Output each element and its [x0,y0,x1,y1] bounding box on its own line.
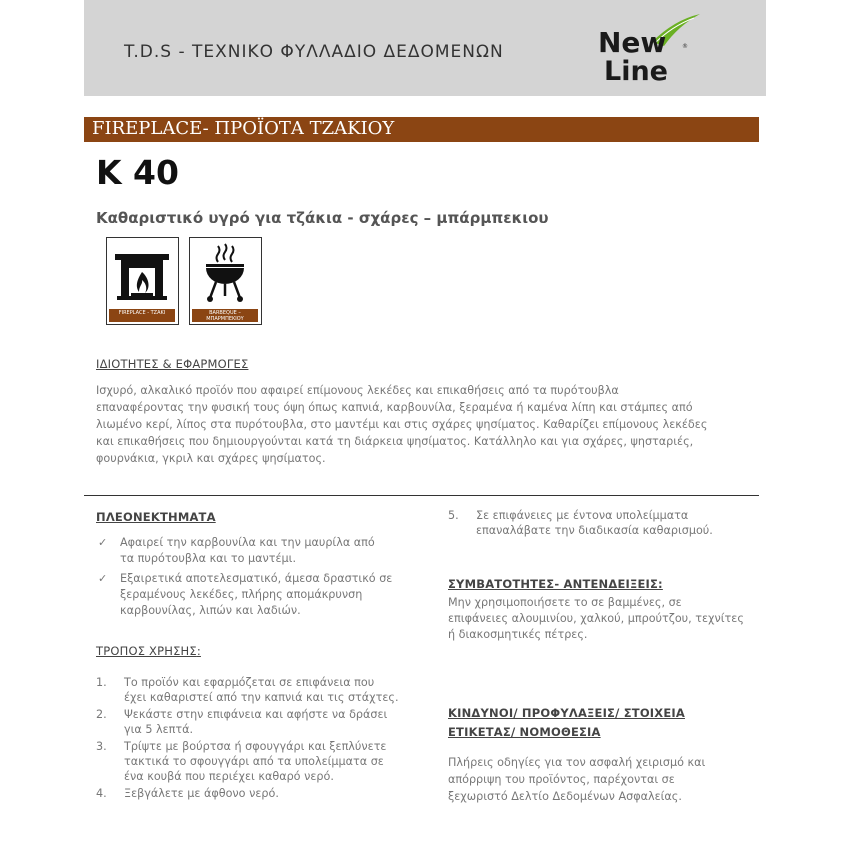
check-icon: ✓ [98,536,108,549]
properties-line: Ισχυρό, αλκαλικό προϊόν που αφαιρεί επίμονους λεκέδες και επικαθήσεις από τα πυρότουβλα [96,384,619,397]
fireplace-pictogram [106,237,179,325]
usage-step: 3. Τρίψτε με βούρτσα ή σφουγγάρι και ξεπλύνετε τακτικά το σφουγγάρι από τα υπολείμματα σε ένα κουβά που περιέχει καθαρό νερό. [96,740,387,783]
barbeque-icon [192,240,258,306]
barbeque-pictogram [189,237,262,325]
advantage-item: ✓ Αφαιρεί την καρβουνίλα και την μαυρίλα από τα πυρότουβλα και το μαντέμι. [98,536,375,565]
properties-line: και επικαθήσεις που δημιουργούνται κατά τη διάρκεια ψησίματος. Κατάλληλο και για σχάρες, ψησταριές, [96,435,694,448]
advantages-list [96,535,436,619]
advantages-heading: ΠΛΕΟΝΕΚΤΗΜΑΤΑ [96,510,216,524]
hazards-text: Πλήρεις οδηγίες για τον ασφαλή χειρισμό και απόρριψη του προϊόντος, παρέχονται σε ξεχωριστό Δελτίο Δεδομένων Ασφαλείας. [448,756,706,803]
product-subtitle: Καθαριστικό υγρό για τζάκια - σχάρες – μπάρμπεκιου [96,209,549,227]
usage-heading: ΤΡΟΠΟΣ ΧΡΗΣΗΣ: [96,644,201,658]
barbeque-label: BARBEQUE – ΜΠΑΡΜΠΕΚΙΟΥ [192,309,258,322]
advantage-item: ✓ Εξαιρετικά αποτελεσματικό, άμεσα δραστικό σε ξεραμένους λεκέδες, πλήρης απομάκρυνση καρβουνίλας, λιπών και λαδιών. [98,572,393,617]
hazards-heading: ΚΙΝΔΥΝΟΙ/ ΠΡΟΦΥΛΑΞΕΙΣ/ ΣΤΟΙΧΕΙΑ ΕΤΙΚΕΤΑΣ/ ΝΟΜΟΘΕΣΙΑ [448,706,685,739]
properties-line: λιωμένο κερί, λίπος στα πυρότουβλα, στο μαντέμι και στις σχάρες ψησίματος. Καθαρίζει επίμονους λεκέδες [96,418,708,431]
properties-line: φουρνάκια, γκριλ και σχάρες ψησίματος. [96,452,326,465]
logo-text-top: New [598,26,667,59]
usage-step: 1. Το προϊόν και εφαρμόζεται σε επιφάνεια που έχει καθαριστεί από την καπνιά και τις στάχτες. [96,676,399,704]
compatibility-heading: ΣΥΜΒΑΤΟΤΗΤΕΣ- ΑΝΤΕΝΔΕΙΞΕΙΣ: [448,577,663,591]
usage-steps [96,675,436,801]
header-title: T.D.S - ΤΕΧΝΙΚΟ ΦΥΛΛΑΔΙΟ ΔΕΔΟΜΕΝΩΝ [124,42,504,62]
category-bar [84,117,759,142]
new-line-logo [594,12,704,87]
compatibility-text: Μην χρησιμοποιήσετε το σε βαμμένες, σε επιφάνειες αλουμινίου, χαλκού, μπρούτζου, τεχνίτες ή διακοσμητικές πέτρες. [448,596,744,641]
logo-registered: ® [682,43,688,50]
section-divider [84,495,759,496]
fireplace-icon [109,240,175,306]
properties-text [96,382,756,467]
usage-step: 5. Σε επιφάνειες με έντονα υπολείμματα επαναλάβατε την διαδικασία καθαρισμού. [448,509,713,537]
properties-line: επαναφέροντας την φυσική τους όψη όπως καπνιά, καρβουνίλα, ξεραμένα ή καμένα λίπη και στάμπες από [96,401,693,414]
logo-text-bottom: Line [604,56,668,87]
properties-heading: ΙΔΙΟΤΗΤΕΣ & ΕΦΑΡΜΟΓΕΣ [96,357,249,371]
category-title: FIREPLACE- ΠΡΟΪΟΤΑ ΤΖΑΚΙΟΥ [92,118,395,139]
usage-step: 2. Ψεκάστε στην επιφάνεια και αφήστε να δράσει για 5 λεπτά. [96,708,388,736]
check-icon: ✓ [98,572,108,585]
usage-step: 4. Ξεβγάλετε με άφθονο νερό. [96,787,279,800]
fireplace-label: FIREPLACE - ΤΖΑΚΙ [109,309,175,322]
header-band [84,0,766,96]
usage-steps-continued [448,508,758,538]
product-code: K 40 [96,153,179,192]
